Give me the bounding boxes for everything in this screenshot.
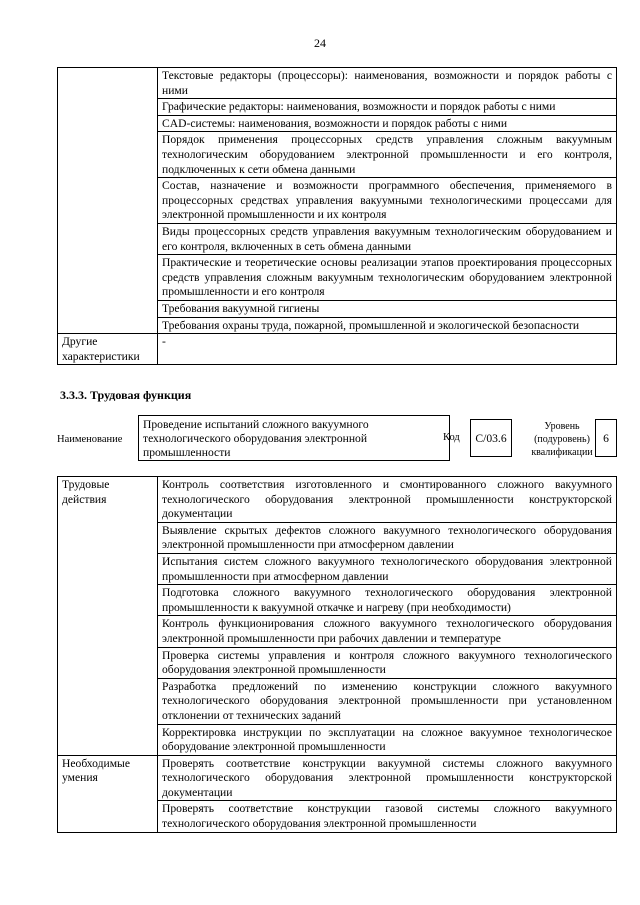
- labor-action-item: Испытания систем сложного вакуумного технологического оборудования электронной промышленности при атмосферном давлении: [158, 553, 617, 584]
- other-characteristics-value: -: [158, 334, 617, 365]
- level-label: Уровень (подуровень) квалификации: [531, 421, 593, 458]
- labor-action-item: Подготовка сложного вакуумного технологического оборудования электронной промышленности к вакуумной откачке и нагреву (при необходимости): [158, 585, 617, 616]
- knowledge-item: Порядок применения процессорных средств управления сложным вакуумным технологическим оборудованием электронной промышленности и его контроля, подключенных к сети обмена данными: [158, 132, 617, 178]
- labor-function-table: [57, 476, 617, 833]
- function-header: [57, 415, 617, 463]
- section-heading: 3.3.3. Трудовая функция: [60, 388, 192, 402]
- code-value: С/03.6: [470, 419, 512, 457]
- labor-action-item: Контроль функционирования сложного вакуумного технологического оборудования электронной промышленности при рабочих давлении и температуре: [158, 616, 617, 647]
- skills-label: Необходимые умения: [58, 755, 158, 832]
- table-row: [58, 334, 617, 365]
- knowledge-item: Состав, назначение и возможности программного обеспечения, применяемого в процессорных средствах управления вакуумными технологическими процессами для электронной промышленности и их контроля: [158, 178, 617, 224]
- labor-action-item: Корректировка инструкции по эксплуатации на сложное вакуумное технологическое оборудование электронной промышленности: [158, 724, 617, 755]
- knowledge-item: Требования вакуумной гигиены: [158, 300, 617, 317]
- skill-item: Проверять соответствие конструкции газовой системы сложного вакуумного технологического оборудования электронной промышленности: [158, 801, 617, 832]
- table-row: [58, 755, 617, 801]
- labor-action-item: Выявление скрытых дефектов сложного вакуумного технологического оборудования электронной промышленности при атмосферном давлении: [158, 522, 617, 553]
- row-label-cell: [58, 68, 158, 334]
- table-row: [58, 68, 617, 99]
- labor-action-item: Контроль соответствия изготовленного и смонтированного сложного вакуумного технологического оборудования электронной промышленности конструкторской документации: [158, 477, 617, 523]
- table-row: [58, 477, 617, 523]
- labor-action-item: Разработка предложений по изменению конструкции сложного вакуумного технологического оборудования электронной промышленности при установленном отклонении от технических заданий: [158, 678, 617, 724]
- function-name: Проведение испытаний сложного вакуумного технологического оборудования электронной промышленности: [138, 415, 450, 461]
- level-value: 6: [595, 419, 617, 457]
- knowledge-item: Текстовые редакторы (процессоры): наименования, возможности и порядок работы с ними: [158, 68, 617, 99]
- knowledge-item: Практические и теоретические основы реализации этапов проектирования процессорных средств управления сложным вакуумным технологическим оборудованием электронной промышленности и его контроля: [158, 255, 617, 301]
- labor-actions-label: Трудовые действия: [58, 477, 158, 756]
- skill-item: Проверять соответствие конструкции вакуумной системы сложного вакуумного технологического оборудования электронной промышленности конструкторской документации: [158, 755, 617, 801]
- knowledge-item: Требования охраны труда, пожарной, промышленной и экологической безопасности: [158, 317, 617, 334]
- labor-action-item: Проверка системы управления и контроля сложного вакуумного технологического оборудования электронной промышленности: [158, 647, 617, 678]
- knowledge-table: [57, 67, 617, 365]
- code-label: Код: [443, 432, 460, 443]
- knowledge-item: CAD-системы: наименования, возможности и порядок работы с ними: [158, 115, 617, 132]
- knowledge-item: Виды процессорных средств управления вакуумным технологическим оборудованием и его контроля, включенных в сеть обмена данными: [158, 223, 617, 254]
- knowledge-item: Графические редакторы: наименования, возможности и порядок работы с ними: [158, 99, 617, 116]
- name-label: Наименование: [57, 434, 123, 445]
- other-characteristics-label: Другие характеристики: [58, 334, 158, 365]
- page-number: 24: [314, 36, 326, 50]
